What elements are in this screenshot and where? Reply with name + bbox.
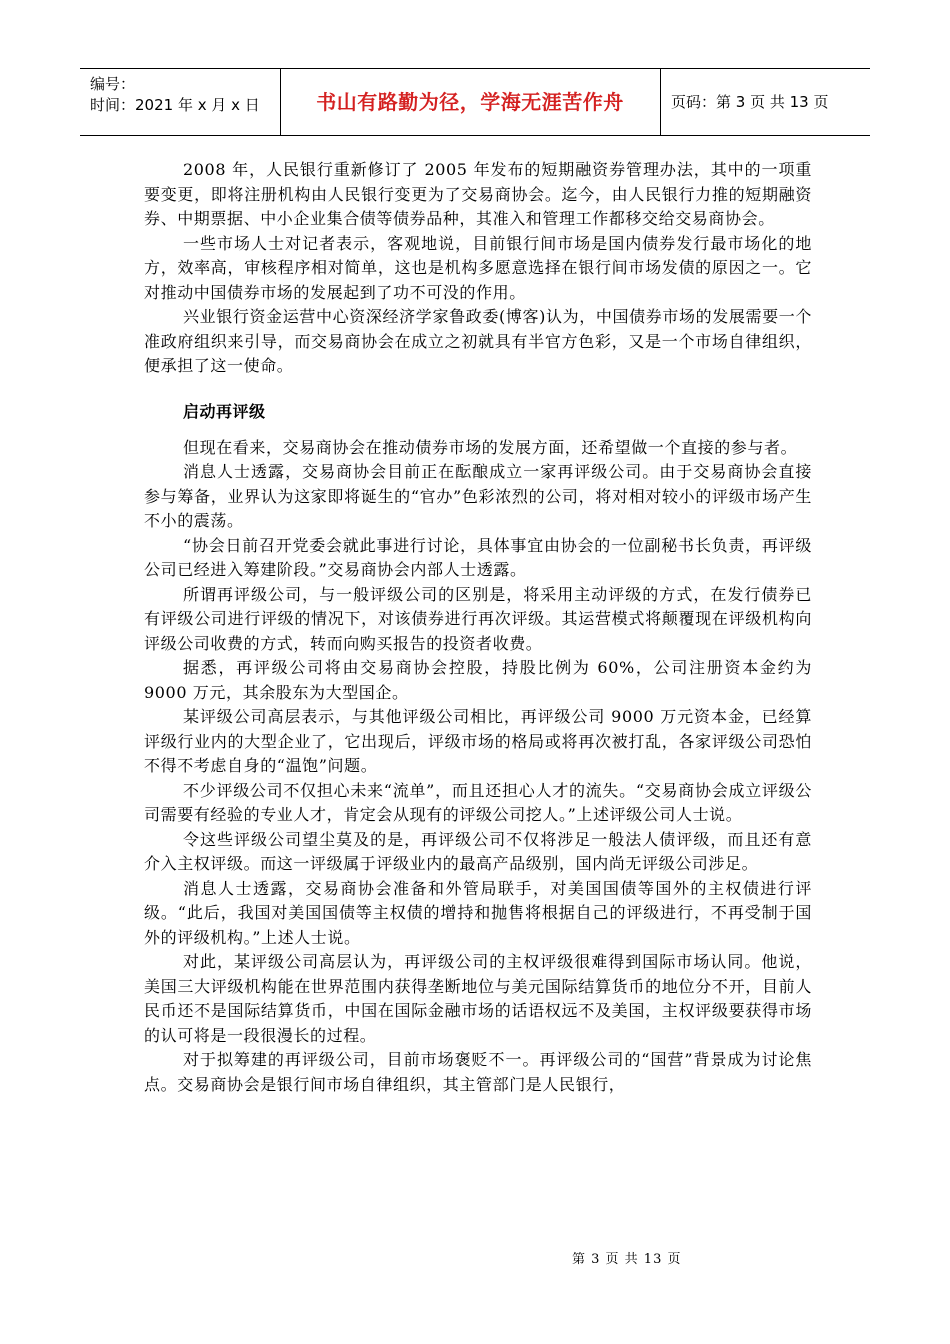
page-header [80, 68, 870, 136]
paragraph: 消息人士透露，交易商协会准备和外管局联手，对美国国债等国外的主权债进行评级。“此后，我国对美国国债等主权债的增持和抛售将根据自己的评级进行，不再受制于国外的评级机构。”上述人士说。 [144, 878, 812, 947]
header-meta [80, 69, 281, 135]
paragraph: 2008 年，人民银行重新修订了 2005 年发布的短期融资券管理办法，其中的一项重要变更，即将注册机构由人民银行变更为了交易商协会。迄今，由人民银行力推的短期融资券、中期票据、中小企业集合债等债券品种，其准入和管理工作都移交给交易商协会。 [144, 160, 812, 228]
paragraph: 消息人士透露，交易商协会目前正在酝酿成立一家再评级公司。由于交易商协会直接参与筹备，业界认为这家即将诞生的“官办”色彩浓烈的公司，将对相对较小的评级市场产生不小的震荡。 [144, 462, 812, 530]
header-motto: 书山有路勤为径，学海无涯苦作舟 [280, 69, 661, 135]
paragraph: 对此，某评级公司高层认为，再评级公司的主权评级很难得到国际市场认同。他说，美国三大评级机构能在世界范围内获得垄断地位与美元国际结算货币的地位分不开，目前人民币还不是国际结算货币，中国在国际金融市场的话语权远不及美国，主权评级要获得市场的认可将是一段很漫长的过程。 [144, 952, 812, 1045]
paragraph: 令这些评级公司望尘莫及的是，再评级公司不仅将涉足一般法人债评级，而且还有意介入主权评级。而这一评级属于评级业内的最高产品级别，国内尚无评级公司涉足。 [144, 829, 812, 873]
paragraph: 所谓再评级公司，与一般评级公司的区别是，将采用主动评级的方式，在发行债券已有评级公司进行评级的情况下，对该债券进行再次评级。其运营模式将颠覆现在评级机构向评级公司收费的方式，转而向购买报告的投资者收费。 [144, 584, 812, 653]
paragraph: 但现在看来，交易商协会在推动债券市场的发展方面，还希望做一个直接的参与者。 [183, 437, 798, 457]
document-date-label: 时间：2021 年 x 月 x 日 [90, 96, 260, 114]
footer-page-number: 第 3 页 共 13 页 [572, 1252, 682, 1267]
paragraph: 不少评级公司不仅担心未来“流单”，而且还担心人才的流失。“交易商协会成立评级公司需要有经验的专业人才，肯定会从现有的评级公司挖人。”上述评级公司人士说。 [144, 780, 812, 824]
paragraph: “协会日前召开党委会就此事进行讨论，具体事宜由协会的一位副秘书长负责，再评级公司已经进入筹建阶段。”交易商协会内部人士透露。 [144, 535, 812, 579]
paragraph: 对于拟筹建的再评级公司，目前市场褒贬不一。再评级公司的“国营”背景成为讨论焦点。交易商协会是银行间市场自律组织，其主管部门是人民银行， [144, 1050, 812, 1094]
paragraph: 据悉，再评级公司将由交易商协会控股，持股比例为 60%，公司注册资本金约为 9000 万元，其余股东为大型国企。 [144, 658, 812, 702]
paragraph: 一些市场人士对记者表示，客观地说，目前银行间市场是国内债券发行最市场化的地方，效率高，审核程序相对简单，这也是机构多愿意选择在银行间市场发债的原因之一。它对推动中国债券市场的发展起到了功不可没的作用。 [144, 233, 812, 302]
section-heading: 启动再评级 [183, 401, 266, 421]
header-page-number: 页码：第 3 页 共 13 页 [671, 93, 829, 111]
paragraph: 某评级公司高层表示，与其他评级公司相比，再评级公司 9000 万元资本金，已经算评级行业内的大型企业了，它出现后，评级市场的格局或将再次被打乱，各家评级公司恐怕不得不考虑自身的“温饱”问题。 [144, 707, 812, 775]
document-number-label: 编号： [90, 75, 136, 93]
paragraph: 兴业银行资金运营中心资深经济学家鲁政委(博客)认为，中国债券市场的发展需要一个准政府组织来引导，而交易商协会在成立之初就具有半官方色彩，又是一个市场自律组织，便承担了这一使命。 [144, 307, 812, 375]
article-body [144, 158, 812, 1097]
